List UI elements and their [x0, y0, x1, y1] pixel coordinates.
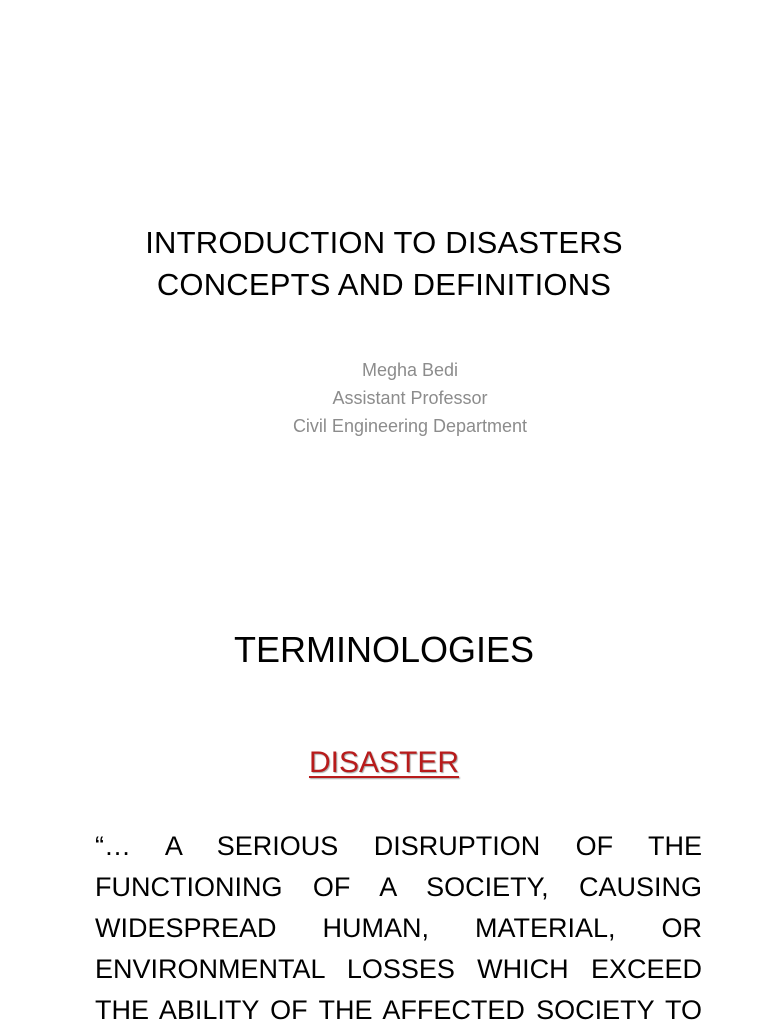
definition-line-4: ENVIRONMENTAL LOSSES WHICH EXCEED: [95, 954, 702, 984]
presentation-title: [0, 222, 768, 306]
definition-line-1: “… A SERIOUS DISRUPTION OF THE: [95, 831, 702, 861]
section-heading: TERMINOLOGIES: [233, 629, 535, 670]
definition-line-3: WIDESPREAD HUMAN, MATERIAL, OR: [95, 913, 702, 943]
author-block: [0, 356, 768, 440]
definition-line-2: FUNCTIONING OF A SOCIETY, CAUSING: [95, 872, 702, 902]
author-name: Megha Bedi: [361, 360, 459, 380]
author-position: Assistant Professor: [332, 388, 488, 408]
definition-line-5: THE ABILITY OF THE AFFECTED SOCIETY TO: [95, 995, 702, 1025]
author-department: Civil Engineering Department: [292, 416, 528, 436]
title-line-2: CONCEPTS AND DEFINITIONS: [156, 267, 612, 302]
definition-text: [95, 826, 702, 1031]
title-line-1: INTRODUCTION TO DISASTERS: [145, 225, 623, 260]
term-heading: DISASTER: [308, 746, 460, 779]
